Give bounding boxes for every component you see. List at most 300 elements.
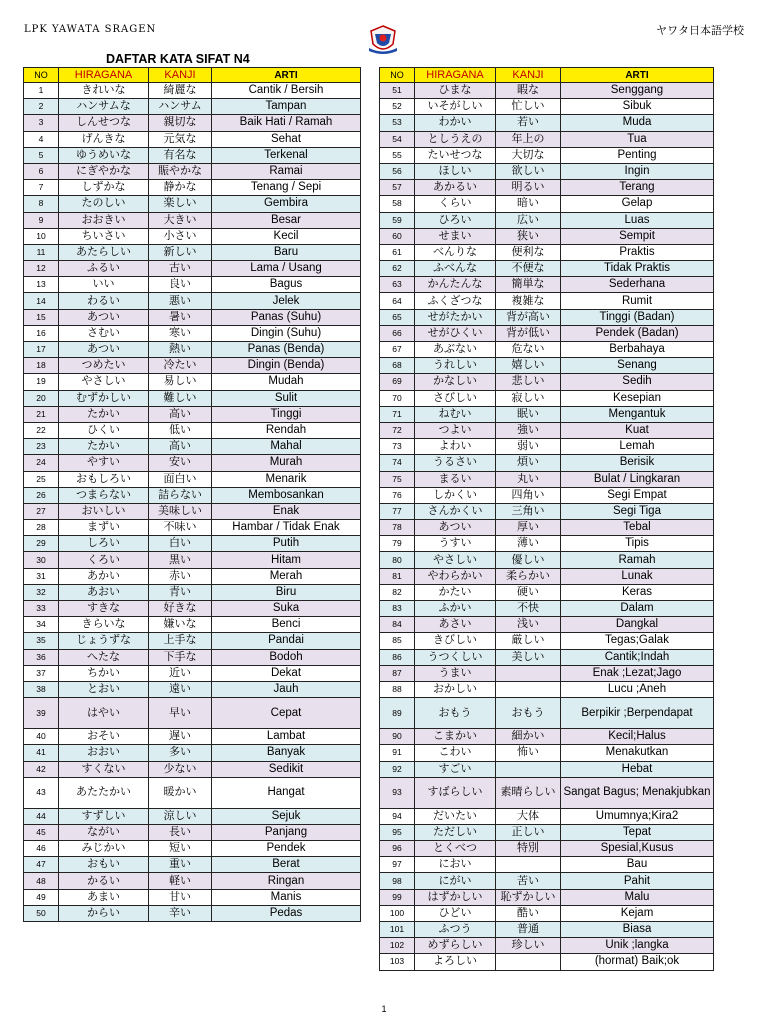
cell-arti: Enak ;Lezat;Jago [561, 665, 714, 681]
cell-no: 74 [380, 455, 415, 471]
cell-arti: Muda [561, 115, 714, 131]
cell-hiragana: べんりな [415, 244, 496, 260]
cell-no: 13 [24, 277, 59, 293]
table-row [24, 905, 361, 921]
table-row [24, 406, 361, 422]
cell-no: 56 [380, 163, 415, 179]
cell-hiragana: じょうずな [59, 633, 149, 649]
cell-hiragana: ただしい [415, 824, 496, 840]
cell-no: 87 [380, 665, 415, 681]
cell-kanji: 細かい [496, 729, 561, 745]
cell-no: 12 [24, 261, 59, 277]
cell-hiragana: ちかい [59, 665, 149, 681]
table-row [380, 745, 714, 761]
cell-kanji: 親切な [149, 115, 212, 131]
cell-no: 27 [24, 503, 59, 519]
cell-no: 82 [380, 584, 415, 600]
cell-no: 40 [24, 729, 59, 745]
table-row [24, 584, 361, 600]
table-row [24, 617, 361, 633]
cell-arti: Sangat Bagus; Menakjubkan [561, 777, 714, 808]
cell-kanji: 若い [496, 115, 561, 131]
cell-hiragana: ふべんな [415, 261, 496, 277]
cell-kanji: 珍しい [496, 938, 561, 954]
cell-kanji: 良い [149, 277, 212, 293]
cell-no: 36 [24, 649, 59, 665]
cell-arti: Putih [212, 536, 361, 552]
table-row [380, 277, 714, 293]
cell-no: 33 [24, 601, 59, 617]
cell-arti: Bodoh [212, 649, 361, 665]
table-row [24, 841, 361, 857]
cell-no: 39 [24, 698, 59, 729]
cell-arti: Merah [212, 568, 361, 584]
cell-kanji: 難しい [149, 390, 212, 406]
cell-arti: Sedikit [212, 761, 361, 777]
cell-hiragana: やさしい [59, 374, 149, 390]
cell-kanji: 楽しい [149, 196, 212, 212]
table-row [380, 99, 714, 115]
cell-no: 50 [24, 905, 59, 921]
cell-kanji: 強い [496, 422, 561, 438]
cell-kanji: 易しい [149, 374, 212, 390]
cell-kanji: 悲しい [496, 374, 561, 390]
cell-no: 37 [24, 665, 59, 681]
cell-kanji: 遅い [149, 729, 212, 745]
cell-kanji [496, 761, 561, 777]
cell-hiragana: かるい [59, 873, 149, 889]
cell-hiragana: あつい [415, 520, 496, 536]
table-row [24, 163, 361, 179]
col-header-arti: ARTI [561, 68, 714, 83]
cell-no: 44 [24, 808, 59, 824]
cell-arti: Dalam [561, 601, 714, 617]
table-row [24, 374, 361, 390]
cell-hiragana: うすい [415, 536, 496, 552]
cell-no: 7 [24, 180, 59, 196]
cell-no: 96 [380, 841, 415, 857]
cell-hiragana: としうえの [415, 131, 496, 147]
cell-arti: Unik ;langka [561, 938, 714, 954]
cell-hiragana: やさしい [415, 552, 496, 568]
cell-hiragana: からい [59, 905, 149, 921]
cell-no: 31 [24, 568, 59, 584]
cell-no: 21 [24, 406, 59, 422]
cell-no: 98 [380, 873, 415, 889]
table-row [24, 212, 361, 228]
cell-hiragana: ながい [59, 824, 149, 840]
col-header-kanji: KANJI [496, 68, 561, 83]
cell-no: 14 [24, 293, 59, 309]
cell-no: 46 [24, 841, 59, 857]
cell-arti: Tua [561, 131, 714, 147]
table-row [24, 665, 361, 681]
cell-hiragana: ねむい [415, 406, 496, 422]
cell-hiragana: おおい [59, 745, 149, 761]
cell-no: 83 [380, 601, 415, 617]
cell-hiragana: おかしい [415, 681, 496, 697]
cell-hiragana: しんせつな [59, 115, 149, 131]
cell-hiragana: かなしい [415, 374, 496, 390]
cell-no: 86 [380, 649, 415, 665]
cell-no: 81 [380, 568, 415, 584]
cell-no: 6 [24, 163, 59, 179]
cell-arti: Sederhana [561, 277, 714, 293]
cell-hiragana: おもい [59, 857, 149, 873]
cell-arti: Pandai [212, 633, 361, 649]
cell-kanji: 青い [149, 584, 212, 600]
cell-arti: Bulat / Lingkaran [561, 471, 714, 487]
cell-hiragana: にがい [415, 873, 496, 889]
cell-no: 49 [24, 889, 59, 905]
cell-kanji: 遠い [149, 681, 212, 697]
cell-kanji [496, 857, 561, 873]
cell-kanji: 大きい [149, 212, 212, 228]
cell-no: 15 [24, 309, 59, 325]
cell-hiragana: わるい [59, 293, 149, 309]
cell-arti: Luas [561, 212, 714, 228]
cell-kanji: 新しい [149, 244, 212, 260]
cell-hiragana: たかい [59, 406, 149, 422]
table-row [24, 147, 361, 163]
table-row [24, 649, 361, 665]
cell-arti: Panjang [212, 824, 361, 840]
cell-hiragana: さむい [59, 325, 149, 341]
cell-no: 20 [24, 390, 59, 406]
cell-no: 28 [24, 520, 59, 536]
cell-hiragana: あおい [59, 584, 149, 600]
cell-kanji: ハンサム [149, 99, 212, 115]
cell-kanji: 静かな [149, 180, 212, 196]
table-row [380, 147, 714, 163]
cell-kanji: 長い [149, 824, 212, 840]
cell-kanji: 忙しい [496, 99, 561, 115]
table-row [380, 808, 714, 824]
table-row [380, 374, 714, 390]
cell-arti: Berpikir ;Berpendapat [561, 698, 714, 729]
cell-no: 63 [380, 277, 415, 293]
cell-kanji: 悪い [149, 293, 212, 309]
table-row [380, 163, 714, 179]
cell-no: 99 [380, 889, 415, 905]
table-row [24, 681, 361, 697]
table-row [380, 873, 714, 889]
table-row [380, 649, 714, 665]
cell-kanji: 高い [149, 439, 212, 455]
cell-kanji: 小さい [149, 228, 212, 244]
table-row [24, 729, 361, 745]
cell-hiragana: ひろい [415, 212, 496, 228]
table-header-row [380, 68, 714, 83]
cell-arti: Sibuk [561, 99, 714, 115]
cell-no: 22 [24, 422, 59, 438]
cell-kanji: 早い [149, 698, 212, 729]
col-header-hiragana: HIRAGANA [59, 68, 149, 83]
table-row [24, 83, 361, 99]
cell-hiragana: つまらない [59, 487, 149, 503]
cell-hiragana: はやい [59, 698, 149, 729]
cell-kanji: 暖かい [149, 777, 212, 808]
cell-no: 76 [380, 487, 415, 503]
table-row [24, 633, 361, 649]
cell-arti: Biru [212, 584, 361, 600]
cell-arti: Kuat [561, 422, 714, 438]
cell-no: 58 [380, 196, 415, 212]
cell-no: 100 [380, 905, 415, 921]
school-crest-logo [366, 24, 400, 56]
cell-no: 5 [24, 147, 59, 163]
cell-arti: Murah [212, 455, 361, 471]
table-row [24, 439, 361, 455]
cell-kanji: 特別 [496, 841, 561, 857]
cell-hiragana: むずかしい [59, 390, 149, 406]
cell-hiragana: だいたい [415, 808, 496, 824]
cell-no: 94 [380, 808, 415, 824]
cell-kanji: 普通 [496, 922, 561, 938]
cell-no: 4 [24, 131, 59, 147]
cell-kanji: 下手な [149, 649, 212, 665]
cell-kanji: 薄い [496, 536, 561, 552]
cell-kanji: 複雑な [496, 293, 561, 309]
cell-arti: Berat [212, 857, 361, 873]
table-row [380, 83, 714, 99]
table-row [380, 633, 714, 649]
cell-hiragana: いそがしい [415, 99, 496, 115]
table-row [380, 471, 714, 487]
cell-hiragana: たいせつな [415, 147, 496, 163]
cell-no: 67 [380, 342, 415, 358]
table-row [380, 325, 714, 341]
table-row [380, 503, 714, 519]
table-row [24, 228, 361, 244]
table-row [380, 824, 714, 840]
cell-kanji: 三角い [496, 503, 561, 519]
table-row [24, 325, 361, 341]
cell-hiragana: あまい [59, 889, 149, 905]
table-row [380, 487, 714, 503]
table-row [24, 857, 361, 873]
cell-hiragana: たのしい [59, 196, 149, 212]
table-row [24, 536, 361, 552]
table-row [24, 261, 361, 277]
table-body-right [380, 83, 714, 971]
cell-hiragana: きびしい [415, 633, 496, 649]
table-row [24, 180, 361, 196]
cell-arti: Penting [561, 147, 714, 163]
cell-arti: Tepat [561, 824, 714, 840]
cell-hiragana: ゆうめいな [59, 147, 149, 163]
cell-hiragana: とおい [59, 681, 149, 697]
cell-no: 18 [24, 358, 59, 374]
cell-arti: Banyak [212, 745, 361, 761]
table-row [380, 406, 714, 422]
table-row [24, 342, 361, 358]
cell-arti: Sejuk [212, 808, 361, 824]
cell-hiragana: あさい [415, 617, 496, 633]
cell-hiragana: せまい [415, 228, 496, 244]
table-row [380, 552, 714, 568]
cell-hiragana: はずかしい [415, 889, 496, 905]
cell-no: 92 [380, 761, 415, 777]
cell-arti: Dangkal [561, 617, 714, 633]
cell-no: 34 [24, 617, 59, 633]
col-header-arti: ARTI [212, 68, 361, 83]
cell-arti: Terkenal [212, 147, 361, 163]
cell-no: 52 [380, 99, 415, 115]
table-row [380, 841, 714, 857]
cell-no: 19 [24, 374, 59, 390]
cell-arti: Tinggi [212, 406, 361, 422]
cell-hiragana: あたたかい [59, 777, 149, 808]
cell-no: 2 [24, 99, 59, 115]
cell-hiragana: いい [59, 277, 149, 293]
cell-kanji: 嬉しい [496, 358, 561, 374]
cell-hiragana: おそい [59, 729, 149, 745]
cell-no: 71 [380, 406, 415, 422]
cell-no: 11 [24, 244, 59, 260]
cell-kanji: 重い [149, 857, 212, 873]
cell-kanji: 眠い [496, 406, 561, 422]
cell-arti: Bau [561, 857, 714, 873]
cell-arti: Ringan [212, 873, 361, 889]
table-row [380, 228, 714, 244]
table-row [24, 873, 361, 889]
table-row [24, 889, 361, 905]
cell-kanji: 厳しい [496, 633, 561, 649]
cell-no: 73 [380, 439, 415, 455]
cell-kanji: 優しい [496, 552, 561, 568]
cell-kanji: 四角い [496, 487, 561, 503]
cell-arti: Rumit [561, 293, 714, 309]
cell-no: 3 [24, 115, 59, 131]
cell-hiragana: ひまな [415, 83, 496, 99]
cell-kanji: 近い [149, 665, 212, 681]
cell-arti: Ramah [561, 552, 714, 568]
cell-hiragana: おもしろい [59, 471, 149, 487]
cell-arti: Berisik [561, 455, 714, 471]
cell-no: 79 [380, 536, 415, 552]
cell-no: 42 [24, 761, 59, 777]
cell-no: 103 [380, 954, 415, 970]
cell-no: 51 [380, 83, 415, 99]
cell-no: 80 [380, 552, 415, 568]
cell-arti: Spesial,Kusus [561, 841, 714, 857]
cell-kanji: 美しい [496, 649, 561, 665]
cell-kanji: 好きな [149, 601, 212, 617]
cell-arti: Hitam [212, 552, 361, 568]
cell-hiragana: あかるい [415, 180, 496, 196]
cell-arti: Mengantuk [561, 406, 714, 422]
table-row [380, 293, 714, 309]
cell-arti: Tenang / Sepi [212, 180, 361, 196]
cell-no: 89 [380, 698, 415, 729]
cell-no: 25 [24, 471, 59, 487]
cell-kanji: 暗い [496, 196, 561, 212]
cell-no: 24 [24, 455, 59, 471]
cell-no: 53 [380, 115, 415, 131]
cell-arti: Hebat [561, 761, 714, 777]
cell-arti: Senang [561, 358, 714, 374]
table-row [24, 503, 361, 519]
cell-arti: Umumnya;Kira2 [561, 808, 714, 824]
cell-arti: Cantik / Bersih [212, 83, 361, 99]
cell-arti: (hormat) Baik;ok [561, 954, 714, 970]
cell-hiragana: ちいさい [59, 228, 149, 244]
cell-kanji: 怖い [496, 745, 561, 761]
table-row [380, 698, 714, 729]
cell-arti: Sehat [212, 131, 361, 147]
cell-no: 62 [380, 261, 415, 277]
cell-hiragana: みじかい [59, 841, 149, 857]
table-row [380, 777, 714, 808]
cell-kanji: 嫌いな [149, 617, 212, 633]
cell-arti: Berbahaya [561, 342, 714, 358]
cell-kanji: 柔らかい [496, 568, 561, 584]
cell-arti: Cantik;Indah [561, 649, 714, 665]
cell-hiragana: くらい [415, 196, 496, 212]
cell-no: 16 [24, 325, 59, 341]
cell-no: 75 [380, 471, 415, 487]
cell-kanji: 明るい [496, 180, 561, 196]
cell-no: 85 [380, 633, 415, 649]
cell-arti: Bagus [212, 277, 361, 293]
cell-kanji: 正しい [496, 824, 561, 840]
table-row [380, 261, 714, 277]
cell-no: 70 [380, 390, 415, 406]
cell-hiragana: おもう [415, 698, 496, 729]
cell-kanji: 低い [149, 422, 212, 438]
cell-kanji: 弱い [496, 439, 561, 455]
cell-kanji: 高い [149, 406, 212, 422]
cell-arti: Dingin (Suhu) [212, 325, 361, 341]
cell-arti: Terang [561, 180, 714, 196]
cell-arti: Tidak Praktis [561, 261, 714, 277]
cell-hiragana: まずい [59, 520, 149, 536]
cell-kanji [496, 954, 561, 970]
cell-hiragana: あたらしい [59, 244, 149, 260]
cell-hiragana: ひくい [59, 422, 149, 438]
cell-kanji [496, 665, 561, 681]
cell-arti: Sempit [561, 228, 714, 244]
cell-no: 68 [380, 358, 415, 374]
cell-kanji: 背が高い [496, 309, 561, 325]
table-row [380, 617, 714, 633]
school-name-japanese: ヤワタ日本語学校 [656, 24, 744, 37]
cell-no: 101 [380, 922, 415, 938]
cell-kanji: 有名な [149, 147, 212, 163]
cell-arti: Tegas;Galak [561, 633, 714, 649]
cell-kanji: 酷い [496, 905, 561, 921]
cell-kanji: 少ない [149, 761, 212, 777]
cell-no: 97 [380, 857, 415, 873]
cell-no: 30 [24, 552, 59, 568]
cell-hiragana: すくない [59, 761, 149, 777]
cell-no: 23 [24, 439, 59, 455]
cell-no: 90 [380, 729, 415, 745]
cell-arti: Jelek [212, 293, 361, 309]
cell-no: 60 [380, 228, 415, 244]
cell-kanji: 大切な [496, 147, 561, 163]
table-row [24, 277, 361, 293]
table-row [24, 99, 361, 115]
cell-kanji: 広い [496, 212, 561, 228]
cell-hiragana: あつい [59, 309, 149, 325]
table-row [24, 698, 361, 729]
cell-hiragana: つよい [415, 422, 496, 438]
cell-arti: Benci [212, 617, 361, 633]
cell-kanji: 寂しい [496, 390, 561, 406]
cell-hiragana: くろい [59, 552, 149, 568]
